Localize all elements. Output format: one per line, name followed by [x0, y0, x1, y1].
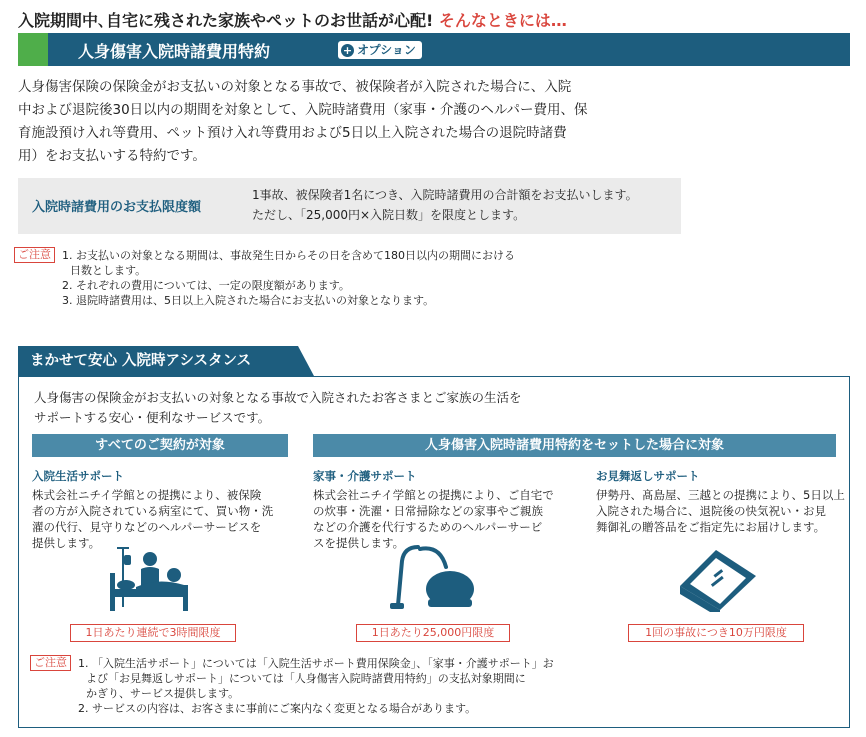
service-limit-housework: 1日あたり25,000円限度	[356, 624, 510, 642]
service-body-line: 入院された場合に、退院後の快気祝い・お見	[596, 504, 826, 518]
service-body-housework	[313, 487, 554, 551]
intro-line: 中および退院後30日以内の期間を対象として、入院時諸費用（家事・介護のヘルパー費用、保	[18, 102, 588, 118]
caution-item: 2. サービスの内容は、お客さまに事前にご案内なく変更となる場合があります。	[78, 702, 477, 715]
service-title-return-gift: お見舞返しサポート	[596, 469, 700, 483]
service-body-line: 濯の代行、見守りなどのヘルパーサービスを	[32, 520, 262, 534]
caution-notes-rider	[14, 247, 515, 307]
option-badge-label: オプション	[357, 43, 416, 57]
service-body-line: 舞御礼の贈答品をご指定先にお届けします。	[596, 520, 826, 534]
intro-paragraph	[18, 76, 658, 168]
assistance-description	[34, 388, 522, 428]
option-badge	[338, 41, 422, 59]
service-body-line: 株式会社ニチイ学館との提携により、被保険	[32, 488, 262, 502]
caution-tag: ご注意	[30, 655, 71, 671]
service-body-hospital-life	[32, 487, 273, 551]
assistance-desc-line: サポートする安心・便利なサービスです。	[34, 410, 271, 425]
intro-line: 人身傷害保険の保険金がお支払いの対象となる事故で、被保険者が入院された場合に、入院	[18, 79, 572, 95]
service-body-line: の炊事・洗濯・日常掃除などの家事やご親族	[313, 504, 543, 518]
rider-title-bar	[18, 33, 850, 66]
caution-item: 日数とします。	[70, 264, 147, 277]
payment-limit-panel	[18, 178, 681, 234]
payment-limit-label: 入院時諸費用のお支払限度額	[32, 200, 202, 215]
payment-limit-line: ただし、「25,000円×入院日数」を限度とします。	[252, 208, 526, 222]
assistance-desc-line: 人身傷害の保険金がお支払いの対象となる事故で入院されたお客さまとご家族の生活を	[34, 390, 522, 405]
service-body-line: などの介護を代行するためのヘルパーサービ	[313, 520, 543, 534]
caution-notes-assistance	[30, 655, 554, 715]
service-body-line: スを提供します。	[313, 536, 405, 550]
service-body-line: 株式会社ニチイ学館との提携により、ご自宅で	[313, 488, 554, 502]
gift-box-icon	[676, 546, 760, 612]
caution-item: 1. 「入院生活サポート」については「入院生活サポート費用保険金」、「家事・介護サポート」お	[78, 657, 554, 670]
title-green-marker	[18, 33, 48, 66]
lead-accent-text: そんなときには…	[438, 11, 567, 30]
caution-item: 2. それぞれの費用については、一定の限度額があります。	[62, 279, 350, 292]
service-body-line: 提供します。	[32, 536, 101, 550]
service-title-hospital-life: 入院生活サポート	[32, 469, 124, 483]
hospital-bed-icon	[108, 545, 192, 613]
caution-item: 3. 退院時諸費用は、5日以上入院された場合にお支払いの対象となります。	[62, 294, 435, 307]
assistance-section-tab: まかせて安心 入院時アシスタンス	[18, 346, 298, 376]
payment-limit-text	[252, 185, 638, 225]
payment-limit-line: 1事故、被保険者1名につき、入院時諸費用の合計額をお支払いします。	[252, 188, 638, 202]
caution-tag: ご注意	[14, 247, 55, 263]
lead-heading	[18, 8, 567, 31]
service-limit-hospital-life: 1日あたり連続で3時間限度	[70, 624, 236, 642]
service-limit-return-gift: 1回の事故につき10万円限度	[628, 624, 804, 642]
service-title-housework: 家事・介護サポート	[313, 469, 417, 483]
caution-item: よび「お見舞返しサポート」については「人身傷害入院時諸費用特約」の支払対象期間に	[86, 672, 526, 685]
caution-item: 1. お支払いの対象となる期間は、事故発生日からその日を含めて180日以内の期間における	[62, 249, 515, 262]
intro-line: 育施設預け入れ等費用、ペット預け入れ等費用および5日以上入院された場合の退院時諸費	[18, 125, 567, 141]
caution-item: かぎり、サービス提供します。	[86, 687, 240, 700]
rider-title: 人身傷害入院時諸費用特約	[78, 42, 271, 61]
plus-icon: +	[342, 43, 353, 57]
category-rider-contracts: 人身傷害入院時諸費用特約をセットした場合に対象	[313, 434, 836, 457]
lead-text: 入院期間中､自宅に残された家族やペットのお世話が心配!	[18, 11, 434, 30]
category-all-contracts: すべてのご契約が対象	[32, 434, 288, 457]
caution-list	[78, 656, 554, 716]
intro-line: 用）をお支払いする特約です。	[18, 148, 206, 164]
vacuum-cleaner-icon	[388, 543, 478, 613]
caution-list	[62, 248, 515, 308]
service-body-line: 伊勢丹、髙島屋、三越との提携により、5日以上	[596, 488, 845, 502]
service-body-line: 者の方が入院されている病室にて、買い物・洗	[32, 504, 274, 518]
service-body-return-gift	[596, 487, 845, 535]
